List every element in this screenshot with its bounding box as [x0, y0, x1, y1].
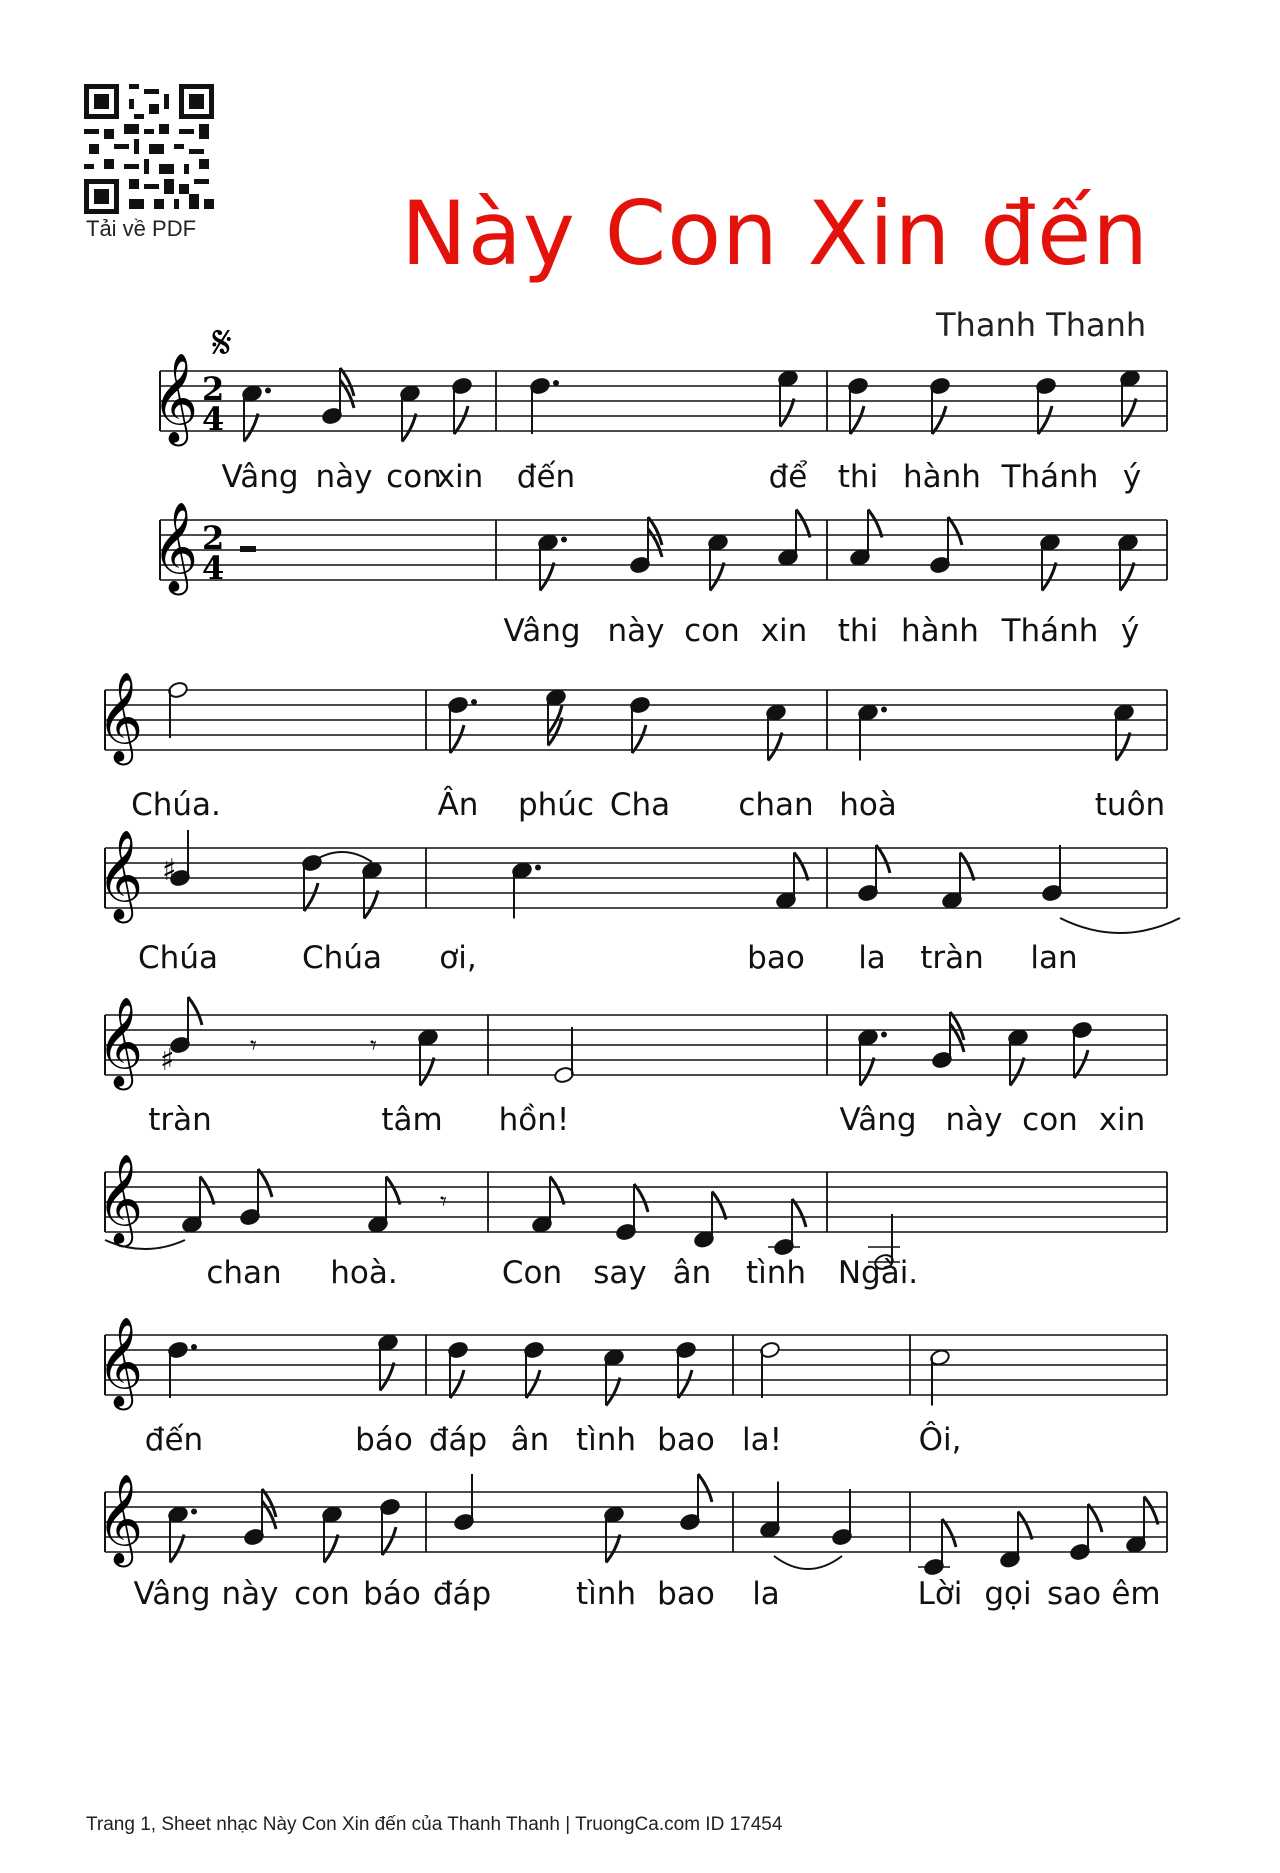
eighth-rest: 𝄾	[370, 1031, 377, 1061]
lyric-word: tình	[745, 1255, 807, 1291]
lyric-word: xin	[1098, 1102, 1146, 1138]
time-sig-bottom: 4	[202, 549, 225, 587]
lyric-word: bao	[657, 1422, 715, 1458]
lyric-word: báo	[363, 1576, 421, 1612]
lyric-word: lan	[1030, 940, 1078, 976]
lyric-word: Ôi,	[918, 1422, 962, 1458]
lyric-word: chan	[738, 787, 814, 823]
note-flag	[948, 517, 962, 545]
lyric-word: báo	[355, 1422, 413, 1458]
note-flag	[1010, 1058, 1024, 1086]
note-flag	[1088, 1504, 1102, 1532]
time-sig-top: 2	[202, 370, 225, 408]
note-dot	[881, 707, 887, 713]
note-flag	[876, 845, 890, 873]
song-title: Này Con Xin đến	[400, 182, 1150, 285]
note-flag	[1018, 1512, 1032, 1540]
note-dot	[535, 865, 541, 871]
lyric-word: Vâng	[221, 459, 299, 495]
lyric-word: đến	[144, 1422, 204, 1458]
lyric-word: sao	[1046, 1576, 1102, 1612]
slur	[774, 1556, 842, 1569]
note-flag	[526, 1370, 540, 1398]
treble-clef: 𝄞	[152, 502, 199, 592]
lyric-word: xin	[436, 459, 484, 495]
note-flag	[710, 563, 724, 591]
sharp: ♯	[162, 853, 177, 888]
note-flag	[450, 725, 464, 753]
lyric-word: Chúa	[138, 940, 218, 976]
note-flag	[632, 725, 646, 753]
download-pdf-label[interactable]: Tải về PDF	[86, 216, 197, 241]
lyric-word: say	[593, 1255, 647, 1291]
lyric-word: đáp	[432, 1576, 492, 1612]
treble-clef: 𝄞	[97, 830, 144, 920]
note-dot	[191, 1344, 197, 1350]
lyric-word: Vâng	[839, 1102, 917, 1138]
note-dot	[265, 388, 271, 394]
note-flag	[340, 380, 354, 408]
note-flag	[380, 1363, 394, 1391]
note-flag	[1122, 399, 1136, 427]
note-dot	[471, 699, 477, 705]
lyric-word: la!	[741, 1422, 783, 1458]
lyric-word: ân	[510, 1422, 550, 1458]
note-flag	[648, 529, 662, 557]
tie	[1060, 918, 1180, 933]
lyric-word: tràn	[148, 1102, 212, 1138]
lyric-word: la	[752, 1576, 780, 1612]
note-flag	[244, 414, 258, 442]
lyric-word: để	[768, 459, 808, 495]
lyric-word: hành	[903, 459, 981, 495]
note-flag	[170, 1535, 184, 1563]
lyric-word: thi	[837, 459, 879, 495]
lyric-word: hoà.	[330, 1255, 398, 1291]
note-flag	[454, 406, 468, 434]
lyric-word: đến	[516, 459, 576, 495]
note-flag	[258, 1169, 272, 1197]
lyric-word: Vâng	[503, 613, 581, 649]
note-flag	[200, 1177, 214, 1205]
note-flag	[606, 1535, 620, 1563]
lyric-word: phúc	[517, 787, 595, 823]
lyric-word: Chúa.	[131, 787, 221, 823]
note-flag	[698, 1474, 712, 1502]
note-flag	[796, 510, 810, 538]
lyric-word: này	[221, 1576, 279, 1612]
note-flag	[634, 1184, 648, 1212]
treble-clef: 𝄞	[97, 1154, 144, 1244]
lyric-word: ân	[672, 1255, 712, 1291]
half-rest	[240, 546, 256, 552]
lyric-word: ý	[1122, 459, 1142, 495]
note-flag	[386, 1177, 400, 1205]
note-flag	[868, 510, 882, 538]
treble-clef: 𝄞	[97, 997, 144, 1087]
note-flag	[540, 563, 554, 591]
lyric-word: hành	[901, 613, 979, 649]
lyric-word: ơi,	[439, 940, 477, 976]
lyric-word: ý	[1120, 613, 1140, 649]
staff-lines	[97, 353, 1167, 1568]
note-flag	[324, 1535, 338, 1563]
lyric-word: tâm	[381, 1102, 443, 1138]
note-flag	[850, 406, 864, 434]
lyric-word: hồn!	[498, 1102, 570, 1138]
note-flag	[932, 406, 946, 434]
lyric-word: tình	[575, 1422, 637, 1458]
lyric-word: bao	[747, 940, 805, 976]
eighth-rest: 𝄾	[440, 1187, 447, 1217]
lyric-word: Vâng	[133, 1576, 211, 1612]
lyric-word: tràn	[920, 940, 984, 976]
lyric-word: đáp	[428, 1422, 488, 1458]
treble-clef: 𝄞	[97, 1474, 144, 1564]
lyric-word: con	[386, 459, 442, 495]
page-footer: Trang 1, Sheet nhạc Này Con Xin đến của Thanh Thanh | TruongCa.com ID 17454	[86, 1814, 783, 1835]
note-flag	[960, 853, 974, 881]
note-dot	[881, 1032, 887, 1038]
lyric-word: này	[315, 459, 373, 495]
lyric-word: Ân	[437, 787, 479, 823]
note-flag	[550, 1177, 564, 1205]
note-flag	[942, 1519, 956, 1547]
lyric-word: bao	[657, 1576, 715, 1612]
note-flag	[262, 1501, 276, 1529]
lyric-word: này	[607, 613, 665, 649]
lyric-word: này	[945, 1102, 1003, 1138]
lyric-word: hoà	[839, 787, 897, 823]
note-flag	[606, 1378, 620, 1406]
lyric-word: êm	[1111, 1576, 1161, 1612]
lyric-word: gọi	[984, 1576, 1032, 1612]
note-flag	[780, 399, 794, 427]
note-flag	[794, 853, 808, 881]
note-flag	[1042, 563, 1056, 591]
note-flag	[450, 1370, 464, 1398]
segno-sign: 𝄋	[212, 315, 232, 369]
lyric-word: Chúa	[302, 940, 382, 976]
lyric-word: thi	[837, 613, 879, 649]
note-flag	[768, 733, 782, 761]
composer-name: Thanh Thanh	[936, 306, 1147, 344]
note-flag	[860, 1058, 874, 1086]
lyric-word: tuôn	[1094, 787, 1166, 823]
lyric-word: con	[1022, 1102, 1078, 1138]
lyric-word: xin	[760, 613, 808, 649]
note-flag	[950, 1024, 964, 1052]
treble-clef: 𝄞	[152, 353, 199, 443]
lyric-word: tình	[575, 1576, 637, 1612]
note-flag	[1116, 733, 1130, 761]
note-flag	[678, 1370, 692, 1398]
note-flag	[402, 414, 416, 442]
treble-clef: 𝄞	[97, 672, 144, 762]
note-dot	[191, 1509, 197, 1515]
lyric-word: con	[294, 1576, 350, 1612]
lyric-word: la	[858, 940, 886, 976]
lyric-word: Cha	[609, 787, 671, 823]
sharp: ♯	[160, 1043, 175, 1078]
lyric-word: Ngài.	[837, 1255, 919, 1291]
lyric-word: chan	[206, 1255, 282, 1291]
lyric-word: con	[684, 613, 740, 649]
notes	[105, 315, 1180, 1576]
note-flag	[1038, 406, 1052, 434]
time-sig-top: 2	[202, 519, 225, 557]
lyric-word: Con	[501, 1255, 563, 1291]
note-dot	[561, 537, 567, 543]
note-flag	[304, 883, 318, 911]
lyric-word: Thánh	[1001, 459, 1099, 495]
note-flag	[188, 997, 202, 1025]
note-flag	[1074, 1050, 1088, 1078]
note-flag	[420, 1058, 434, 1086]
note-flag	[382, 1527, 396, 1555]
note-flag	[712, 1192, 726, 1220]
note-flag	[1120, 563, 1134, 591]
note-flag	[792, 1199, 806, 1227]
note-flag	[1144, 1497, 1158, 1525]
lyric-word: Thánh	[1001, 613, 1099, 649]
time-sig-bottom: 4	[202, 400, 225, 438]
eighth-rest: 𝄾	[250, 1031, 257, 1061]
note-dot	[553, 380, 559, 386]
lyric-word: Lời	[917, 1576, 963, 1612]
note-flag	[364, 891, 378, 919]
treble-clef: 𝄞	[97, 1317, 144, 1407]
